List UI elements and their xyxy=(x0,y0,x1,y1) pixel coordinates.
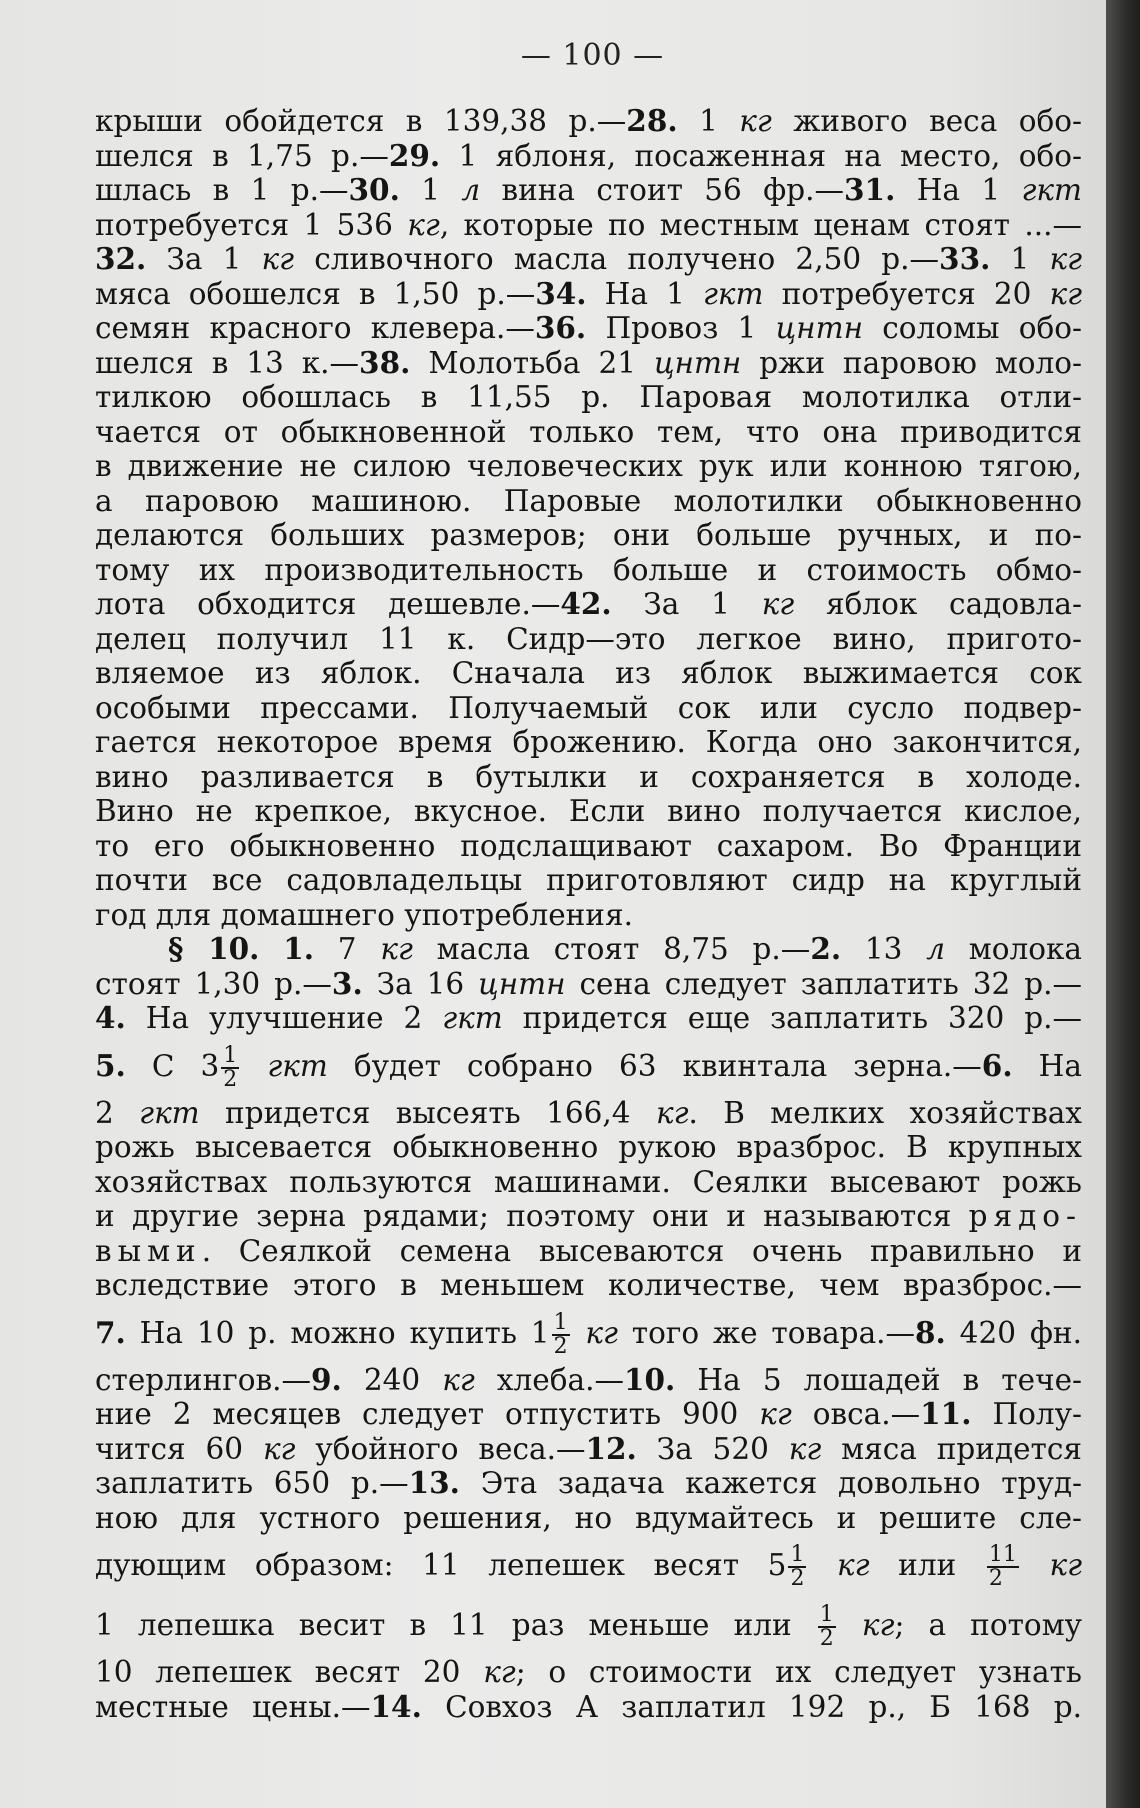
text-line: гается некоторое время брожению. Когда оно закончится, xyxy=(95,725,1082,759)
text-line: 7. На 10 р. можно купить 1 $\frac{1}{2}$ кг того же товара.—8. 420 фн. xyxy=(95,1309,1082,1359)
text-line: ние 2 месяцев следует отпустить 900 кг овса.—11. Полу- xyxy=(95,1396,1082,1431)
text-line: лота обходится дешевле.—42. За 1 кг яблок садовла- xyxy=(95,586,1082,621)
fraction: $\frac{1}{2}$ xyxy=(790,1542,805,1591)
text-line: тилкою обошлась в 11,55 р. Паровая молотилка отли- xyxy=(95,380,1082,414)
text-line: крыши обойдется в 139,38 р.—28. 1 кг живого веса обо- xyxy=(95,103,1082,138)
text-line: вследствие этого в меньшем количестве, чем вразброс.— xyxy=(95,1268,1082,1302)
text-line: местные цены.—14. Совхоз А заплатил 192 р., Б 168 р. xyxy=(95,1688,1083,1724)
text-line: а паровою машиною. Паровые молотилки обыкновенно xyxy=(95,483,1082,518)
text-line: Вино не крепкое, вкусное. Если вино получается кислое, xyxy=(95,794,1082,828)
text-line: выми. Сеялкой семена высеваются очень правильно и xyxy=(95,1233,1082,1268)
text-line: делаются больших размеров; они больше ручных, и по- xyxy=(95,518,1082,552)
text-line: ною для устного решения, но вдумайтесь и решите сле- xyxy=(95,1500,1082,1535)
text-line: 1 лепешка весит в 11 раз меньше или $\frac{1}{2}$ кг; а потому xyxy=(95,1602,1082,1651)
fraction: $\frac{1}{2}$ xyxy=(819,1602,834,1651)
book-spine-shadow xyxy=(1106,0,1140,1808)
text-line: стерлингов.—9. 240 кг хлеба.—10. На 5 лошадей в тече- xyxy=(95,1361,1083,1397)
text-line: особыми прессами. Получаемый сок или сусло подвер- xyxy=(95,690,1082,725)
text-line: заплатить 650 р.—13. Эта задача кажется довольно труд- xyxy=(95,1465,1082,1500)
text-line: в движение не силою человеческих рук или конною тягою, xyxy=(95,449,1082,483)
fraction: $\frac{11}{2}$ xyxy=(988,1542,1017,1591)
text-line: стоят 1,30 р.—3. За 16 цнтн сена следует заплатить 32 р.— xyxy=(95,965,1082,1001)
text-line: семян красного клевера.—36. Провоз 1 цнтн соломы обо- xyxy=(95,310,1083,345)
text-line: шелся в 1,75 р.—29. 1 яблоня, посаженная на место, обо- xyxy=(95,137,1082,173)
text-line: хозяйствах пользуются машинами. Сеялки высевают рожь xyxy=(95,1164,1082,1199)
text-line: делец получил 11 к. Сидр—это легкое вино, пригото- xyxy=(95,621,1082,656)
text-line: шелся в 13 к.—38. Молотьба 21 цнтн ржи паровою моло- xyxy=(95,344,1082,380)
text-line: то его обыкновенно подслащивают сахаром. Во Франции xyxy=(95,828,1082,863)
text-line: тому их производительность больше и стоимость обмо- xyxy=(95,552,1082,587)
text-line: 5. С 3 $\frac{1}{2}$ гкт будет собрано 63 квинтала зерна.—6. На xyxy=(95,1042,1082,1092)
text-line: почти все садовладельцы приготовляют сидр на круглый xyxy=(95,863,1082,897)
text-line: 2 гкт придется высеять 166,4 кг. В мелких хозяйствах xyxy=(95,1095,1082,1130)
page-number: — 100 — xyxy=(520,38,665,73)
section-heading-line: § 10. 1. 7 кг масла стоят 8,75 р.—2. 13 л молока xyxy=(168,931,1083,966)
text-line: год для домашнего употребления. xyxy=(95,897,633,932)
body-text xyxy=(95,104,1082,1724)
text-line: 32. За 1 кг сливочного масла получено 2,50 р.—33. 1 кг xyxy=(95,241,1082,276)
text-line: вино разливается в бутылки и сохраняется в холоде. xyxy=(95,759,1082,794)
text-line: потребуется 1 536 кг, которые по местным ценам стоят ...— xyxy=(95,207,1082,242)
text-line: шлась в 1 р.—30. 1 л вина стоит 56 фр.—31. На 1 гкт xyxy=(95,172,1082,207)
text-line: мяса обошелся в 1,50 р.—34. На 1 гкт потребуется 20 кг xyxy=(95,275,1083,311)
text-line: рожь высевается обыкновенно рукою вразброс. В крупных xyxy=(95,1130,1082,1164)
text-line: 4. На улучшение 2 гкт придется еще заплатить 320 р.— xyxy=(95,1000,1083,1035)
fraction: $\frac{1}{2}$ xyxy=(223,1042,238,1092)
text-line: чается от обыкновенной только тем, что она приводится xyxy=(95,414,1082,449)
text-line: вляемое из яблок. Сначала из яблок выжимается сок xyxy=(95,656,1082,690)
text-line: 10 лепешек весят 20 кг; о стоимости их следует узнать xyxy=(95,1655,1082,1689)
text-line: дующим образом: 11 лепешек весят 5 $\frac{1}{2}$ кг или $\frac{11}{2}$ кг xyxy=(95,1542,1082,1591)
text-line: чится 60 кг убойного веса.—12. За 520 кг мяса придется xyxy=(95,1430,1083,1466)
fraction: $\frac{1}{2}$ xyxy=(553,1309,568,1359)
text-line: и другие зерна рядами; поэтому они и называются рядо- xyxy=(95,1199,1082,1233)
